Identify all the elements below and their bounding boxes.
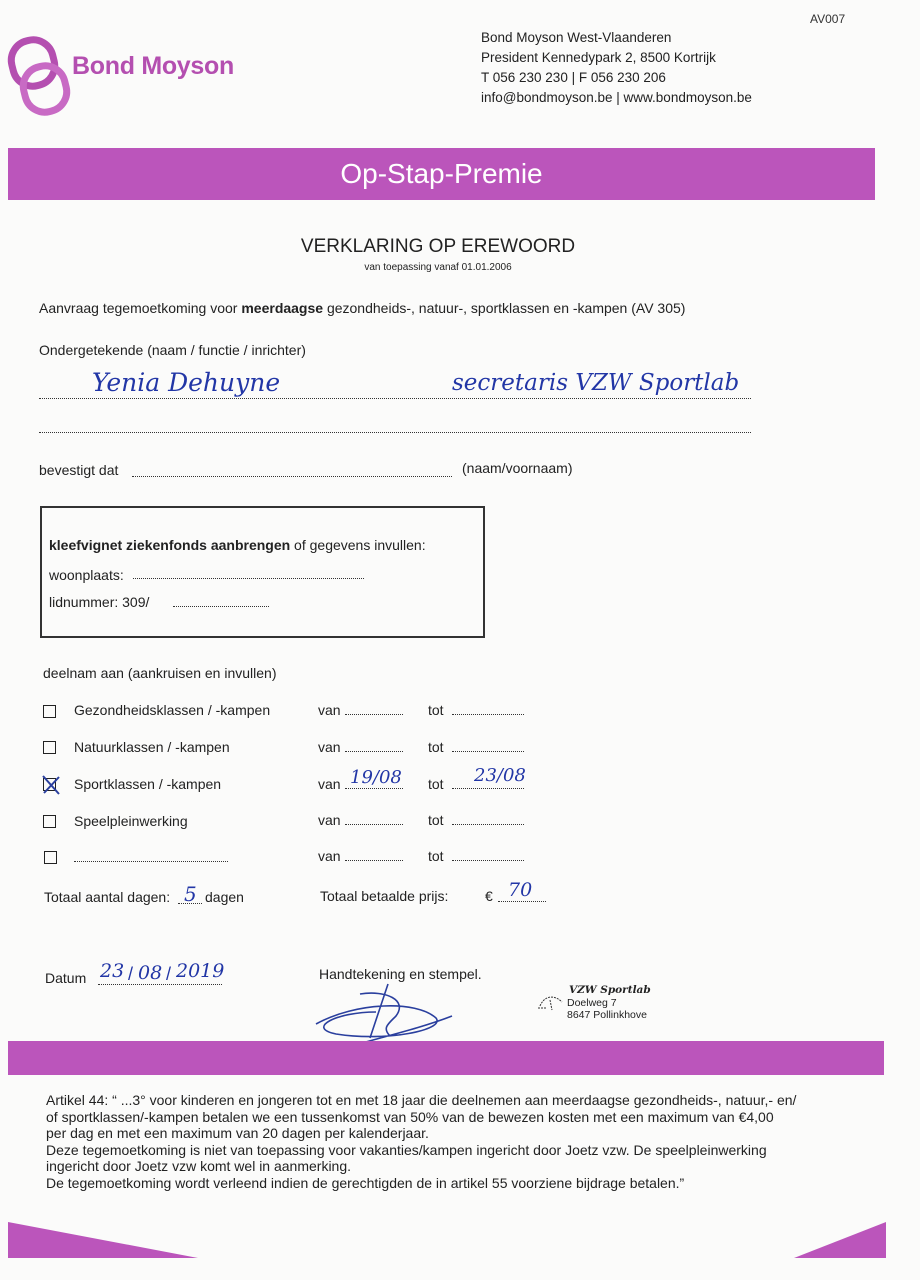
date-separator: / xyxy=(128,964,134,984)
stamp-street: Doelweg 7 xyxy=(567,996,617,1009)
sticker-instruction-rest: of gegevens invullen: xyxy=(290,537,426,553)
signer-line-2[interactable] xyxy=(39,432,751,433)
tot-value-sportklassen: 23/08 xyxy=(474,765,526,786)
article-line-1: Artikel 44: “ ...3° voor kinderen en jongeren tot en met 18 jaar die deelnemen aan meerdaagse gezondheids-, natuur,- en/ xyxy=(46,1092,797,1108)
van-label: van xyxy=(318,702,341,718)
confirm-name-field[interactable] xyxy=(132,476,452,477)
article-line-6: De tegemoetkoming wordt verleend indien de gerechtigden de in artikel 55 voorziene bijdrage betalen.” xyxy=(46,1174,685,1191)
stamp-name: VZW Sportlab xyxy=(569,984,651,996)
van-field-other[interactable] xyxy=(345,860,403,861)
bond-moyson-logo-icon xyxy=(6,34,74,120)
tot-label: tot xyxy=(428,776,444,792)
footer-banner xyxy=(8,1041,884,1075)
tot-field-gezondheidsklassen[interactable] xyxy=(452,714,524,715)
total-price-value: 70 xyxy=(508,879,533,901)
tot-field-sportklassen[interactable] xyxy=(452,788,524,789)
tot-label: tot xyxy=(428,739,444,755)
checkbox-speelpleinwerking[interactable] xyxy=(43,815,56,828)
currency-symbol: € xyxy=(485,888,493,904)
corner-decoration-right xyxy=(794,1222,886,1258)
van-label: van xyxy=(318,739,341,755)
request-line xyxy=(39,300,685,316)
form-subheading: van toepassing vanaf 01.01.2006 xyxy=(364,262,512,273)
form-heading: VERKLARING OP EREWOORD xyxy=(300,236,576,257)
confirm-label: bevestigt dat xyxy=(39,462,119,478)
van-field-speelpleinwerking[interactable] xyxy=(345,824,403,825)
stamp-city: 8647 Pollinkhove xyxy=(567,1009,647,1021)
signer-label: Ondergetekende (naam / functie / inrichter) xyxy=(39,342,306,358)
total-price-field[interactable] xyxy=(498,901,546,902)
total-days-value: 5 xyxy=(184,882,197,906)
address-line-2: President Kennedypark 2, 8500 Kortrijk xyxy=(481,50,716,65)
tot-field-other[interactable] xyxy=(452,860,524,861)
van-field-gezondheidsklassen[interactable] xyxy=(345,714,403,715)
signer-function-handwritten: secretaris VZW Sportlab xyxy=(452,370,740,396)
van-field-sportklassen[interactable] xyxy=(345,788,403,789)
checkbox-gezondheidsklassen[interactable] xyxy=(43,705,56,718)
total-days-suffix: dagen xyxy=(205,889,244,905)
lidnummer-field[interactable] xyxy=(173,606,269,607)
woonplaats-field[interactable] xyxy=(133,578,364,579)
request-bold: meerdaagse xyxy=(241,300,324,316)
request-before: Aanvraag tegemoetkoming voor xyxy=(39,300,242,316)
sticker-instruction-bold: kleefvignet ziekenfonds aanbrengen xyxy=(49,537,291,553)
date-year: 2019 xyxy=(176,960,225,982)
article-line-4: Deze tegemoetkoming is niet van toepassing voor vakanties/kampen ingericht door Joetz vzw. De speelpleinwerking xyxy=(46,1141,767,1158)
total-price-label: Totaal betaalde prijs: xyxy=(320,888,449,904)
address-line-4: info@bondmoyson.be | www.bondmoyson.be xyxy=(481,90,752,105)
row-label-gezondheidsklassen: Gezondheidsklassen / -kampen xyxy=(74,702,271,718)
article-text xyxy=(46,1092,876,1191)
form-code: AV007 xyxy=(810,12,846,26)
van-label: van xyxy=(318,812,341,828)
organization-stamp xyxy=(567,984,651,1022)
brand-name: Bond Moyson xyxy=(72,52,234,80)
total-days-label: Totaal aantal dagen: xyxy=(44,889,171,905)
date-label: Datum xyxy=(45,970,87,986)
van-field-natuurklassen[interactable] xyxy=(345,751,403,752)
address-line-3: T 056 230 230 | F 056 230 206 xyxy=(481,70,666,85)
article-line-3: per dag en met een maximum van 20 dagen per kalenderjaar. xyxy=(46,1125,429,1141)
tot-label: tot xyxy=(428,812,444,828)
tot-field-natuurklassen[interactable] xyxy=(452,751,524,752)
article-line-5: ingericht door Joetz vzw komt wel in aanmerking. xyxy=(46,1158,352,1174)
request-after: gezondheids-, natuur-, sportklassen en -kampen (AV 305) xyxy=(323,300,686,316)
article-line-2: of sportklassen/-kampen betalen we een tussenkomst van 50% van de bewezen kosten met een maximum van €4,00 xyxy=(46,1108,774,1125)
checkbox-natuurklassen[interactable] xyxy=(43,741,56,754)
date-month: 08 xyxy=(138,962,163,984)
signer-line-1[interactable] xyxy=(39,398,751,399)
van-label: van xyxy=(318,848,341,864)
corner-decoration-left xyxy=(8,1222,198,1258)
checkmark-cross-icon xyxy=(40,774,62,796)
row-label-natuurklassen: Natuurklassen / -kampen xyxy=(74,739,230,755)
tot-field-speelpleinwerking[interactable] xyxy=(452,824,524,825)
date-separator: / xyxy=(166,964,172,984)
other-activity-field[interactable] xyxy=(74,861,228,862)
address-block xyxy=(481,28,752,108)
signer-name-handwritten: Yenia Dehuyne xyxy=(92,368,281,397)
van-value-sportklassen: 19/08 xyxy=(350,767,402,788)
participation-label: deelnam aan (aankruisen en invullen) xyxy=(43,665,277,681)
sticker-instruction xyxy=(49,537,426,553)
tot-label: tot xyxy=(428,848,444,864)
stamp-logo-icon xyxy=(536,992,566,1012)
address-line-1: Bond Moyson West-Vlaanderen xyxy=(481,30,672,45)
confirm-suffix: (naam/voornaam) xyxy=(462,460,573,476)
lidnummer-label: lidnummer: 309/ xyxy=(49,594,150,610)
date-field[interactable] xyxy=(98,984,222,985)
signature-label: Handtekening en stempel. xyxy=(319,966,482,982)
tot-label: tot xyxy=(428,702,444,718)
row-label-sportklassen: Sportklassen / -kampen xyxy=(74,776,222,792)
van-label: van xyxy=(318,776,341,792)
date-day: 23 xyxy=(100,960,125,982)
woonplaats-label: woonplaats: xyxy=(49,567,124,583)
checkbox-other[interactable] xyxy=(44,851,57,864)
banner-title: Op-Stap-Premie xyxy=(340,158,543,189)
row-label-speelpleinwerking: Speelpleinwerking xyxy=(74,813,188,829)
